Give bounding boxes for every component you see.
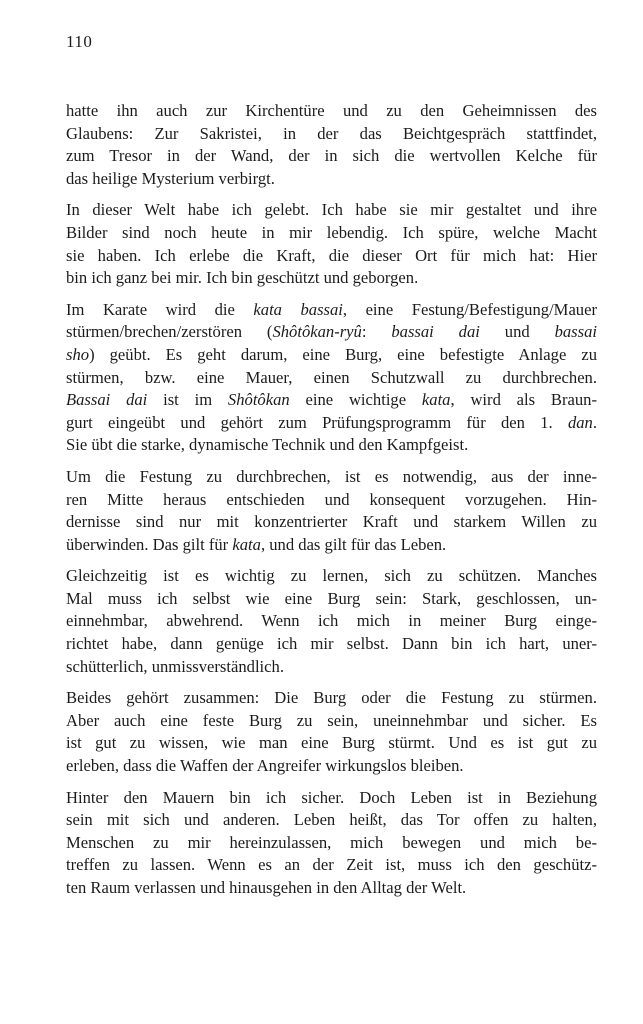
paragraph [66, 466, 597, 556]
text-line: In dieser Welt habe ich gelebt. Ich habe sie mir gestaltet und ihre [66, 200, 597, 220]
text-run: ren Mitte heraus entschieden und konsequent vorzugehen. Hin- [66, 489, 597, 509]
paragraph [66, 687, 597, 777]
italic-term: kata bassai [253, 299, 343, 319]
text-run: dernisse sind nur mit konzentrierter Kraft und starkem Willen zu [66, 512, 597, 532]
italic-term: kata [421, 390, 451, 410]
paragraph [66, 299, 597, 457]
italic-term: bassai [554, 322, 597, 342]
text-line: sein mit sich und anderen. Leben heißt, das Tor offen zu halten, [66, 810, 597, 830]
page-number: 110 [66, 32, 93, 51]
paragraph [66, 565, 597, 678]
text-line [66, 511, 597, 534]
text-line: einnehmbar, abwehrend. Wenn ich mich in meiner Burg einge- [66, 611, 597, 631]
text-run: stürmen/brechen/zerstören ( [66, 322, 273, 342]
text-line [66, 321, 597, 344]
text-line [66, 367, 597, 390]
text-run: , eine Festung/Befestigung/Mauer [342, 299, 597, 319]
text-run: : [361, 322, 392, 342]
text-line: richtet habe, dann genüge ich mir selbst. Dann bin ich hart, uner- [66, 634, 597, 654]
text-line: Gleichzeitig ist es wichtig zu lernen, sich zu schützen. Manches [66, 566, 597, 586]
text-run: ist im [147, 390, 228, 410]
text-line: Glaubens: Zur Sakristei, in der das Beichtgespräch stattfindet, [66, 123, 597, 143]
text-run: und [479, 322, 555, 342]
text-run: , und das gilt für das Leben. [260, 534, 447, 554]
text-run: ) geübt. Es geht darum, eine Burg, eine befestigte Anlage zu [89, 344, 597, 364]
text-line: ten Raum verlassen und hinausgehen in den Alltag der Welt. [66, 878, 467, 897]
text-line: ist gut zu wissen, wie man eine Burg stürmt. Und es ist gut zu [66, 733, 597, 753]
text-run: überwinden. Das gilt für [66, 534, 233, 554]
text-line: schütterlich, unmissverständlich. [66, 656, 284, 676]
text-line: sie haben. Ich erlebe die Kraft, die dieser Ort für mich hat: Hier [66, 245, 597, 265]
text-line: hatte ihn auch zur Kirchentüre und zu den Geheimnissen des [66, 101, 597, 120]
italic-term: dan [567, 412, 593, 432]
body-text [66, 100, 597, 909]
italic-term: Bassai dai [66, 390, 148, 410]
text-run: Im Karate wird die [66, 299, 254, 319]
text-line [66, 489, 597, 512]
text-line: das heilige Mysterium verbirgt. [66, 168, 275, 188]
text-line: Hinter den Mauern bin ich sicher. Doch Leben ist in Beziehung [66, 787, 597, 807]
text-line: Aber auch eine feste Burg zu sein, uneinnehmbar und sicher. Es [66, 710, 597, 730]
text-line [66, 412, 597, 435]
text-line [66, 434, 597, 457]
text-line [66, 389, 597, 412]
text-line: erleben, dass die Waffen der Angreifer wirkungslos bleiben. [66, 756, 464, 776]
text-run: eine wichtige [289, 390, 422, 410]
text-line: Bilder sind noch heute in mir lebendig. Ich spüre, welche Macht [66, 222, 597, 242]
italic-term: sho [66, 344, 90, 364]
text-line: zum Tresor in der Wand, der in sich die wertvollen Kelche für [66, 146, 597, 166]
text-run: , wird als Braun- [450, 390, 597, 410]
text-line: treffen zu lassen. Wenn es an der Zeit ist, muss ich den geschütz- [66, 855, 597, 875]
text-line [66, 299, 597, 322]
text-line: bin ich ganz bei mir. Ich bin geschützt und geborgen. [66, 268, 419, 288]
text-line [66, 466, 597, 489]
text-line: Beides gehört zusammen: Die Burg oder die Festung zu stürmen. [66, 688, 597, 708]
text-run: . [592, 412, 597, 432]
italic-term: bassai dai [391, 322, 480, 342]
text-run: Sie übt die starke, dynamische Technik und den Kampfgeist. [66, 435, 469, 455]
text-run: gurt eingeübt und gehört zum Prüfungsprogramm für den 1. [66, 412, 568, 432]
text-line: Menschen zu mir hereinzulassen, mich bewegen und mich be- [66, 832, 597, 852]
text-run: Um die Festung zu durchbrechen, ist es notwendig, aus der inne- [66, 466, 597, 486]
italic-term: Shôtôkan-ryû [272, 322, 362, 342]
paragraph [66, 100, 597, 190]
italic-term: Shôtôkan [227, 390, 290, 410]
paragraph [66, 787, 597, 900]
text-line: Mal muss ich selbst wie eine Burg sein: Stark, geschlossen, un- [66, 588, 597, 608]
text-run: stürmen, bzw. eine Mauer, einen Schutzwall zu durchbrechen. [66, 367, 597, 387]
text-line [66, 534, 597, 557]
italic-term: kata [232, 534, 261, 554]
paragraph [66, 199, 597, 289]
text-line [66, 344, 597, 367]
